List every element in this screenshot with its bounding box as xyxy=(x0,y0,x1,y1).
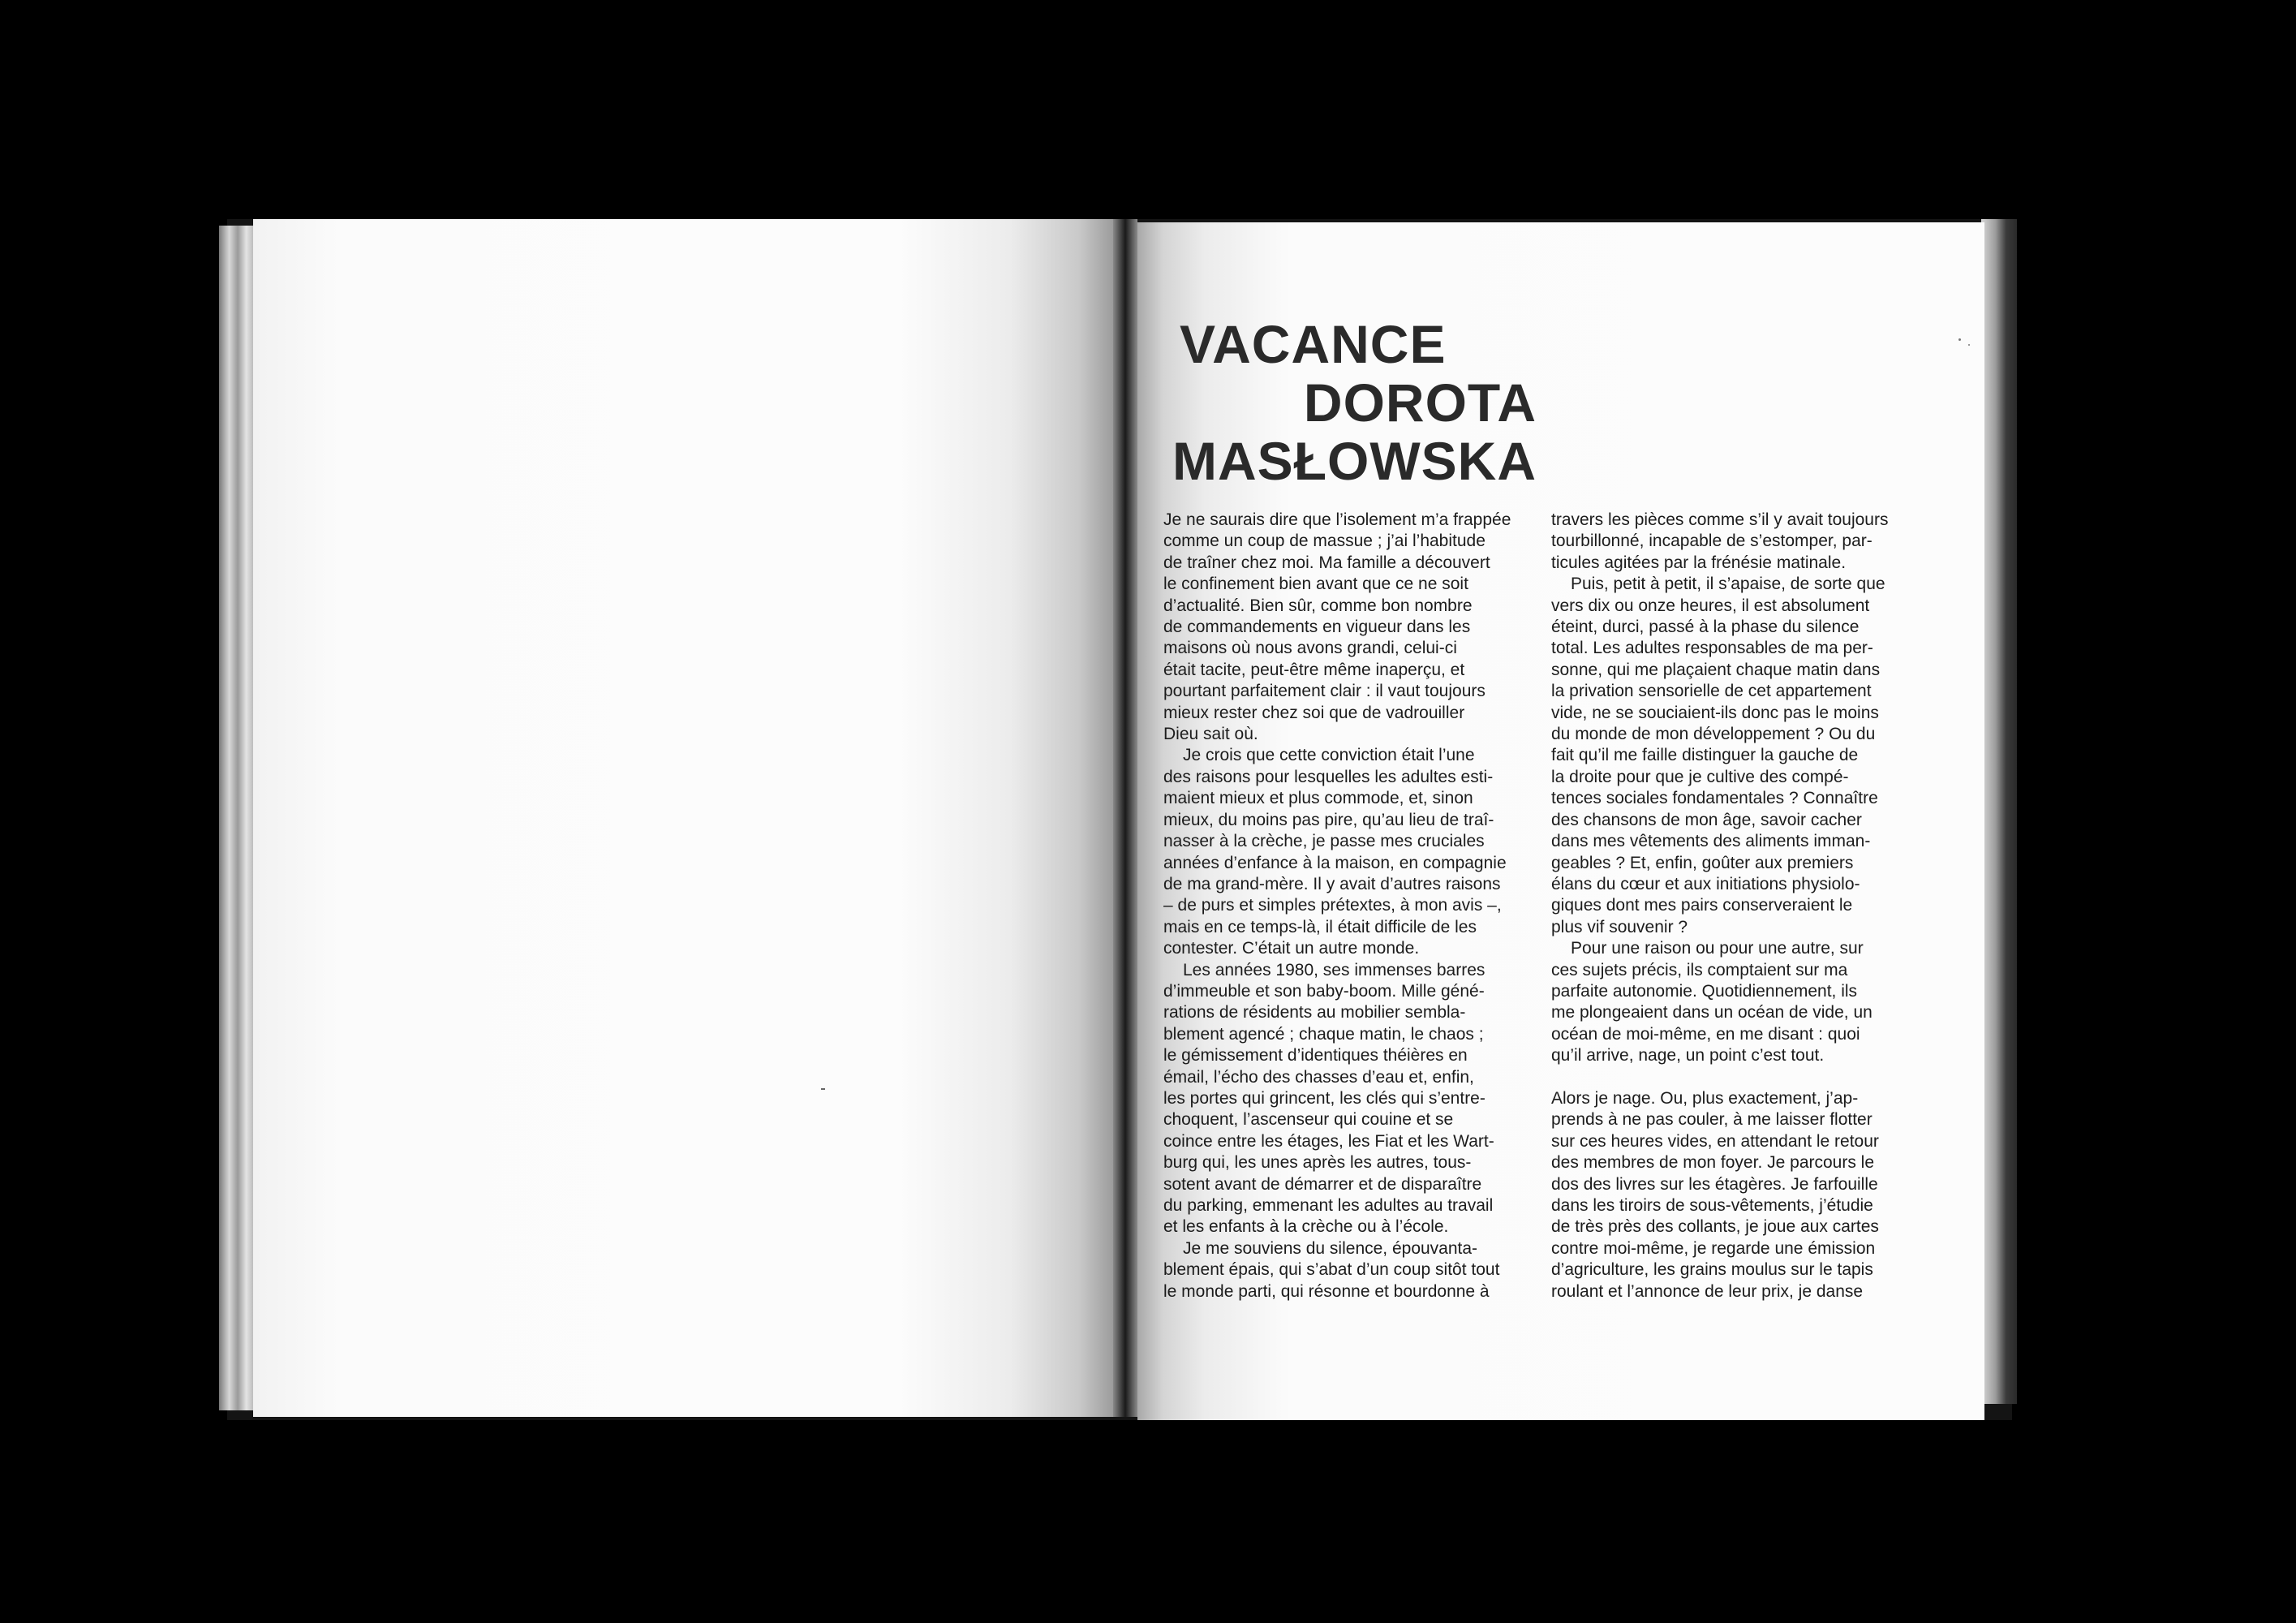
text-line: la privation sensorielle de cet appartement xyxy=(1551,682,1872,701)
text-column-left xyxy=(1163,510,1556,1302)
page-speck xyxy=(821,1088,825,1090)
text-line: était tacite, peut-être même inaperçu, et xyxy=(1163,660,1465,679)
text-line: d’actualité. Bien sûr, comme bon nombre xyxy=(1163,596,1473,615)
text-line: le confinement bien avant que ce ne soit xyxy=(1163,575,1468,594)
text-line: les portes qui grincent, les clés qui s’entre- xyxy=(1163,1088,1486,1108)
text-line: Je me souviens du silence, épouvanta- xyxy=(1183,1238,1478,1258)
page-speck xyxy=(1958,338,1961,341)
text-line: ticules agitées par la frénésie matinale. xyxy=(1551,553,1847,572)
text-line: parfaite autonomie. Quotidiennement, ils xyxy=(1551,981,1858,1001)
text-line: pourtant parfaitement clair : il vaut toujours xyxy=(1163,682,1486,701)
text-line: de commandements en vigueur dans les xyxy=(1163,618,1471,637)
text-line: mieux, du moins pas pire, qu’au lieu de traî- xyxy=(1163,810,1494,829)
text-line: Je ne saurais dire que l’isolement m’a frappée xyxy=(1163,510,1511,529)
text-line: travers les pièces comme s’il y avait toujours xyxy=(1551,510,1889,529)
text-line: maisons où nous avons grandi, celui-ci xyxy=(1163,639,1457,658)
text-line: de très près des collants, je joue aux cartes xyxy=(1551,1217,1879,1237)
text-line: de ma grand-mère. Il y avait d’autres raisons xyxy=(1163,874,1501,893)
text-line: océan de moi-même, en me disant : quoi xyxy=(1551,1024,1860,1044)
text-line: me plongeaient dans un océan de vide, un xyxy=(1551,1003,1872,1022)
text-line: sotent avant de démarrer et de disparaître xyxy=(1163,1174,1482,1194)
text-line: contre moi-même, je regarde une émission xyxy=(1551,1238,1876,1258)
text-line: Alors je nage. Ou, plus exactement, j’ap- xyxy=(1551,1088,1859,1108)
text-line: burg qui, les unes après les autres, tous- xyxy=(1163,1153,1472,1173)
text-line: ces sujets précis, ils comptaient sur ma xyxy=(1551,960,1848,979)
text-line: choquent, l’ascenseur qui couine et se xyxy=(1163,1110,1454,1130)
title-line-2: DOROTA xyxy=(1303,372,1537,433)
text-line: Puis, petit à petit, il s’apaise, de sorte que xyxy=(1571,575,1885,594)
text-line: fait qu’il me faille distinguer la gauche de xyxy=(1551,746,1859,765)
book-gutter xyxy=(1113,219,1137,1417)
text-line: de traîner chez moi. Ma famille a découvert xyxy=(1163,553,1490,572)
text-line: – de purs et simples prétextes, à mon avis –, xyxy=(1163,896,1502,915)
text-line: qu’il arrive, nage, un point c’est tout. xyxy=(1551,1046,1825,1065)
text-line: dos des livres sur les étagères. Je farfouille xyxy=(1551,1174,1878,1194)
text-line: blement agencé ; chaque matin, le chaos ; xyxy=(1163,1024,1484,1044)
text-line: mieux rester chez soi que de vadrouiller xyxy=(1163,703,1465,722)
text-line: d’immeuble et son baby-boom. Mille géné- xyxy=(1163,981,1485,1001)
text-line: blement épais, qui s’abat d’un coup sitôt tout xyxy=(1163,1260,1500,1280)
text-line: total. Les adultes responsables de ma per- xyxy=(1551,639,1873,658)
text-line: sur ces heures vides, en attendant le retour xyxy=(1551,1131,1879,1151)
text-line: du monde de mon développement ? Ou du xyxy=(1551,725,1876,744)
text-line: émail, l’écho des chasses d’eau et, enfin, xyxy=(1163,1067,1474,1087)
left-page-stack-edge xyxy=(219,226,253,1410)
text-line: Pour une raison ou pour une autre, sur xyxy=(1571,939,1864,958)
text-line: tourbillonné, incapable de s’estomper, par- xyxy=(1551,532,1872,551)
text-line: giques dont mes pairs conserveraient le xyxy=(1551,896,1853,915)
text-line: roulant et l’annonce de leur prix, je danse xyxy=(1551,1281,1864,1301)
text-line: plus vif souvenir ? xyxy=(1551,917,1688,936)
text-line: vide, ne se souciaient-ils donc pas le moins xyxy=(1551,703,1879,722)
right-page-stack-edge xyxy=(1981,219,2017,1404)
text-line: prends à ne pas couler, à me laisser flotter xyxy=(1551,1110,1872,1130)
text-line: comme un coup de massue ; j’ai l’habitude xyxy=(1163,532,1486,551)
text-line: Les années 1980, ses immenses barres xyxy=(1183,960,1486,979)
text-line: Dieu sait où. xyxy=(1163,725,1258,744)
text-line: d’agriculture, les grains moulus sur le tapis xyxy=(1551,1260,1873,1280)
text-line: la droite pour que je cultive des compé- xyxy=(1551,767,1849,786)
text-line: rations de résidents au mobilier sembla- xyxy=(1163,1003,1466,1022)
text-line: maient mieux et plus commode, et, sinon xyxy=(1163,789,1473,808)
open-book xyxy=(221,208,2015,1417)
text-line: sonne, qui me plaçaient chaque matin dans xyxy=(1551,660,1881,679)
text-line: des raisons pour lesquelles les adultes esti- xyxy=(1163,767,1494,786)
title-line-3: MASŁOWSKA xyxy=(1172,431,1537,491)
text-line: le gémissement d’identiques théières en xyxy=(1163,1046,1468,1065)
text-line: Je crois que cette conviction était l’une xyxy=(1183,746,1475,765)
text-line: dans mes vêtements des aliments imman- xyxy=(1551,832,1871,851)
text-line: tences sociales fondamentales ? Connaître xyxy=(1551,789,1878,808)
text-line: éteint, durci, passé à la phase du silence xyxy=(1551,618,1860,637)
text-line: des membres de mon foyer. Je parcours le xyxy=(1551,1153,1875,1173)
text-line: vers dix ou onze heures, il est absolument xyxy=(1551,596,1870,615)
text-line: coince entre les étages, les Fiat et les Wart- xyxy=(1163,1131,1494,1151)
text-column-right xyxy=(1551,510,1933,1302)
text-line: années d’enfance à la maison, en compagnie xyxy=(1163,853,1507,872)
title-line-1: VACANCE xyxy=(1180,314,1447,374)
text-line: le monde parti, qui résonne et bourdonne à xyxy=(1163,1281,1490,1301)
text-line: contester. C’était un autre monde. xyxy=(1163,939,1420,958)
page-speck xyxy=(1968,344,1970,346)
text-line: des chansons de mon âge, savoir cacher xyxy=(1551,810,1862,829)
text-line: du parking, emmenant les adultes au travail xyxy=(1163,1196,1494,1215)
text-line: mais en ce temps-là, il était difficile de les xyxy=(1163,917,1477,936)
text-line: nasser à la crèche, je passe mes cruciales xyxy=(1163,832,1485,851)
text-line: et les enfants à la crèche ou à l’école. xyxy=(1163,1217,1449,1237)
text-line: dans les tiroirs de sous-vêtements, j’étudie xyxy=(1551,1195,1873,1215)
chapter-title xyxy=(1163,315,1537,490)
text-line: élans du cœur et aux initiations physiolo- xyxy=(1551,874,1860,893)
text-line xyxy=(1551,1067,1933,1088)
left-page xyxy=(253,219,1113,1417)
text-line: geables ? Et, enfin, goûter aux premiers xyxy=(1551,853,1854,872)
